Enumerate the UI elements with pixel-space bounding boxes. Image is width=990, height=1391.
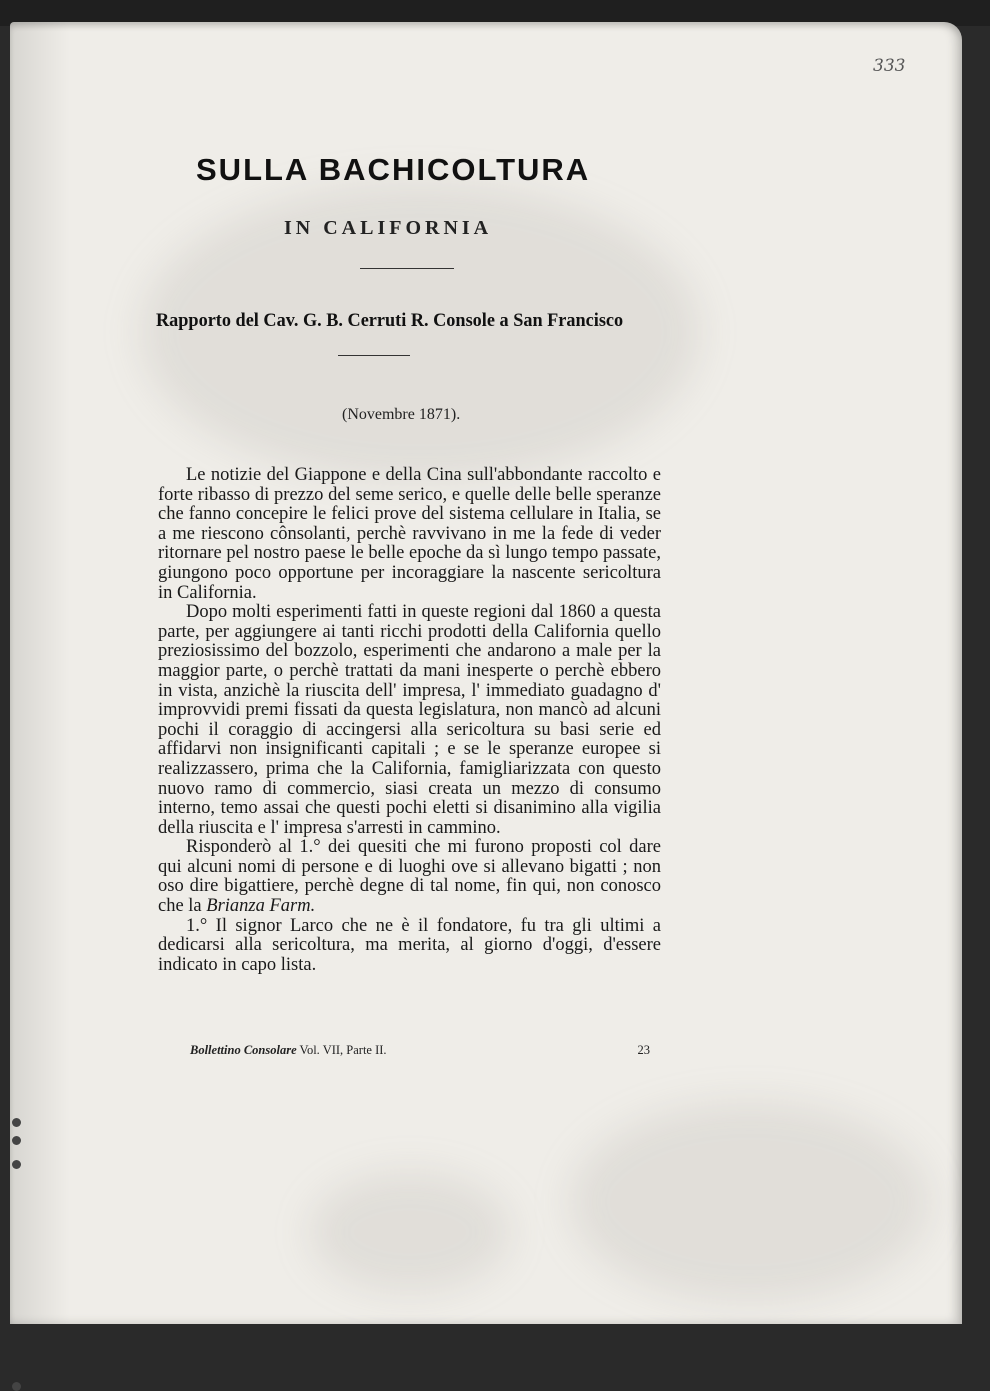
water-stain [310, 1172, 510, 1292]
attribution-divider [338, 355, 410, 356]
paragraph-3-text: Risponderò al 1.° dei quesiti che mi furono proposti col dare qui alcuni nomi di persone e di luoghi ove si allevano bigatti ; non oso dire bigattiere, perchè degne di tal nome, fin qui, non conosco che la [158, 837, 661, 917]
paragraph-3 [158, 838, 661, 916]
farm-name: Brianza Farm. [206, 896, 316, 917]
paragraph-4: 1.° Il signor Larco che ne è il fondatore, fu tra gli ultimi a dedicarsi alla sericoltura, ma merita, al giorno d'oggi, d'essere indicato in capo lista. [158, 915, 661, 975]
footer-signature: 23 [637, 1043, 650, 1057]
article-body [158, 466, 661, 975]
paragraph-1: Le notizie del Giappone e della Cina sull'abbondante raccolto e forte ribasso di prezzo del seme serico, e quelle delle belle speranze che fanno concepire le felici prove del sistema cellulare in Italia, se a me riescono cônsolanti, perchè ravvivano in me la fede di veder ritornare pel nostro paese le belle epoche da sì lungo tempo passate, giungono poco opportune per incoraggiare la nascente sericoltura in California. [158, 465, 661, 603]
publication-name: Bollettino Consolare [190, 1043, 297, 1057]
footer-publication [190, 1043, 387, 1058]
page-number: 333 [873, 56, 906, 76]
page-footer [190, 1043, 650, 1058]
article-subtitle: IN CALIFORNIA [284, 217, 493, 239]
paragraph-2: Dopo molti esperimenti fatti in queste regioni dal 1860 a questa parte, per aggiungere ai tanti ricchi prodotti della California quello preziosissimo del bozzolo, esperimenti che andarono a male per la maggior parte, o perchè trattati da mani inesperte o perchè ebbero in vista, anzichè la riuscita dell' impresa, l' immediato guadagno d' improvvidi premi fissati da questa legislatura, non mancò ad alcuni pochi il coraggio di accingersi alla sericoltura su basi serie ed affidarvi non insignificanti capitali ; e se le speranze europee si realizzassero, prima che la California, famigliarizzata con questo nuovo ramo di commercio, siasi creata un mezzo di consumo interno, temo assai che questi pochi eletti si disanimino alla vigilia della riuscita e l' impresa s'arresti in cammino. [158, 602, 661, 838]
article-title: SULLA BACHICOLTURA [196, 152, 591, 187]
report-date: (Novembre 1871). [342, 406, 461, 423]
publication-volume: Vol. VII, Parte II. [299, 1043, 387, 1057]
report-attribution: Rapporto del Cav. G. B. Cerruti R. Console a San Francisco [156, 310, 624, 331]
water-stain [570, 1102, 930, 1302]
title-divider [360, 268, 454, 269]
